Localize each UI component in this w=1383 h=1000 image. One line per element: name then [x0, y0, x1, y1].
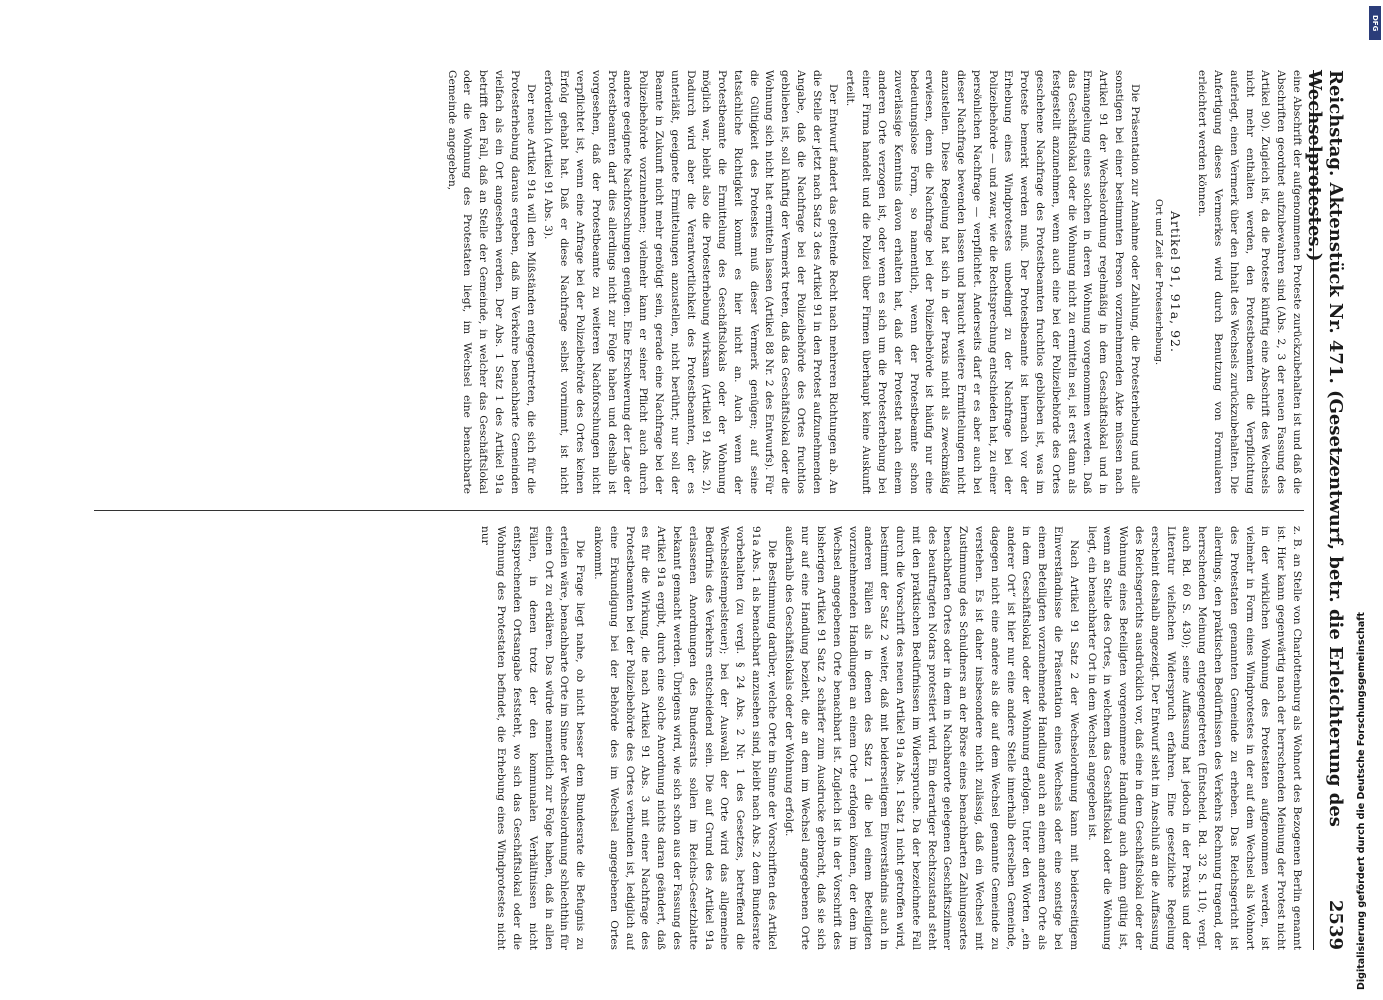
paragraph: Der Entwurf ändert das geltende Recht nach mehreren Richtungen ab. An die Stelle der jetzt nach Satz 3 des Artikel 91 in den Protest aufzunehmenden Angabe, daß die Nachfrage bei der Polizeibehörde des Ortes fruchtlos geblieben ist, soll künftig der Vermerk treten, daß das Geschäftslokal oder die Wohnung sich nicht hat ermitteln lassen (Artikel 88 Nr. 2 des Entwurfs). Für die Gültigkeit des Protestes muß dieser Vermerk genügen; auf seine tatsächliche Richtigkeit kommt es hier nicht an. Auch wenn der Protestbeamte die Ermittelung des Geschäftslokals oder der Wohnung möglich war, bleibt also die Protesterhebung wirksam (Artikel 91 Abs. 2). Dadurch wird aber die Verantwortlichkeit des Protestbeamten, der es unterläßt, geeignete Ermittelungen anzustellen, nicht berührt; nur soll der Beamte in Zukunft nicht mehr genötigt sein, gerade eine Nachfrage bei der Polizeibehörde vorzunehmen; vielmehr kann er seiner Pflicht auch durch andere geeignete Nachforschungen genügen. Eine Erschwerung der Lage der Protestbeamten darf dies allerdings nicht zur Folge haben und deshalb ist vorgesehen, daß der Protestbeamte zu weiteren Nachforschungen nicht verpflichtet ist, wenn eine Anfrage bei der Polizeibehörde des Ortes keinen Erfolg gehabt hat. Daß er diese Nachfrage selbst vornimmt, ist nicht erforderlich (Artikel 91 Abs. 3).: [542, 70, 839, 494]
paragraph: Der neue Artikel 91a will den Mißständen entgegentreten, die sich für die Protesterhebung daraus ergeben, daß im Verkehre benachbarte Gemeinden vielfach als ein Ort angesehen werden. Der Abs. 1 Satz 1 des Artikel 91a betrifft den Fall, daß an Stelle der Gemeinde, in welcher das Geschäftslokal oder die Wohnung des Protestaten liegt, im Wechsel eine benachbarte Gemeinde angegeben,: [445, 70, 537, 494]
paragraph: Die Bestimmung darüber, welche Orte im Sinne der Vorschriften des Artikel 91a Abs. 1 als benachbart anzusehen sind, bleibt nach Abs. 2 dem Bundesrate vorbehalten (zu vergl. § 24 Abs. 2 Nr. 1 des Gesetzes, betreffend die Wechselstempelsteuer); bei der Auswahl der Orte wird das allgemeine Bedürfnis des Verkehrs entscheidend sein. Die auf Grund des Artikel 91a erlassenen Anordnungen des Bundesrats sollen im Reichs-Gesetzblatte bekannt gemacht werden. Übrigens wird, wie sich schon aus der Fassung des Artikel 91a ergibt, durch eine solche Anordnung nichts daran geändert, daß es für die Wirkung, die nach Artikel 91 Abs. 3 mit einer Nachfrage des Protestbeamten bei der Polizeibehörde des Ortes verbunden ist, lediglich auf eine Erkundigung bei der Behörde des im Wechsel angegebenen Ortes ankommt.: [591, 526, 778, 950]
paragraph: Die Frage liegt nahe, ob nicht besser dem Bundesrate die Befugnis zu erteilen wäre, benachbarte Orte im Sinne der Wechselordnung schlechthin für einen Ort zu erklären. Das würde namentlich zur Folge haben, daß in allen Fällen, in denen trotz der den kommunalen Verhältnissen nicht entsprechenden Ortsangabe feststeht, wo sich das Geschäftslokal oder die Wohnung des Protestaten befindet, die Erhebung eines Windprotestes nicht nur: [479, 526, 587, 950]
column-divider: [94, 510, 1304, 511]
article-heading: Artikel 91, 91a, 92.: [1168, 210, 1184, 353]
page-header: [1304, 70, 1350, 950]
dfg-logo: DFG: [1369, 6, 1381, 40]
running-title: Reichstag. Aktenstück Nr. 471. (Gesetzentwurf, betr. die Erleichterung des Wechselprotestes.): [1304, 70, 1346, 827]
text-column-left: [84, 70, 1304, 494]
text-column-right: [84, 526, 1304, 950]
article-subheading: Ort und Zeit der Protesterhebung.: [1152, 199, 1164, 365]
document-page: [70, 70, 1350, 950]
paragraph: z. B. an Stelle von Charlottenburg als Wohnort des Bezogenen Berlin genannt ist. Hier kann gegenwärtig nach der herrschenden Meinung der Protest nicht in der wirklichen Wohnung des Protestaten aufgenommen werden, ist vielmehr in Form eines Windprotestes in der auf dem Wechsel als Wohnort des Protestaten genannten Gemeinde zu erheben. Das Reichsgericht ist allerdings, den praktischen Bedürfnissen des Verkehrs Rechnung tragend, der herrschenden Meinung entgegengetreten (Entscheid. Bd. 32 S. 110; vergl. auch Bd. 60 S. 430); seine Auffassung hat jedoch in der Praxis und der Literatur vielfachen Widerspruch erfahren. Eine gesetzliche Regelung erscheint deshalb angezeigt. Der Entwurf sieht im Anschluß an die Auffassung des Reichsgerichts ausdrücklich vor, daß eine in dem Geschäftslokal oder der Wohnung eines Beteiligten vorgenommene Handlung auch dann gültig ist, wenn an Stelle des Ortes, in welchem das Geschäftslokal oder die Wohnung liegt, ein benachbarter Ort in dem Wechsel angegeben ist.: [1085, 526, 1303, 950]
paragraph: eine Abschrift der aufgenommenen Proteste zurückzubehalten ist und daß die Abschriften geordnet aufzubewahren sind (Abs. 2, 3 der neuen Fassung des Artikel 90). Zugleich ist, da die Proteste künftig eine Abschrift des Wechsels nicht mehr enthalten werden, den Protestbeamten die Verpflichtung auferlegt, einen Vermerk über den Inhalt des Wechsels zurückzubehalten. Die Anfertigung dieses Vermerkes wird durch Benutzung von Formularen erleichtert werden können.: [1196, 70, 1303, 494]
page-number: 2539: [1325, 899, 1346, 950]
paragraph: Nach Artikel 91 Satz 2 der Wechselordnung kann mit beiderseitigem Einverständnisse die Präsentation eines Wechsels oder eine sonstige bei einem Beteiligten vorzunehmende Handlung auch an einem anderen Orte als in dem Geschäftslokal oder der Wohnung erfolgen. Unter den Worten „ein anderer Ort“ ist hier nur eine andere Stelle innerhalb derselben Gemeinde, dagegen nicht eine andere als die auf dem Wechsel genannte Gemeinde zu verstehen. Es ist daher insbesondere nicht zulässig, daß ein Wechsel mit Zustimmung des Schuldners an der Börse eines benachbarten Zahlungsortes benachbarten Ortes oder in dem in Nachbarorte gelegenen Geschäftszimmer des beauftragten Notars protestiert wird. Ein derartiger Rechtszustand steht mit den praktischen Bedürfnissen im Widerspruche. Da der bezeichnete Fall durch die Vorschrift des neuen Artikel 91a Abs. 1 Satz 1 nicht getroffen wird, bestimmt der Satz 2 weiter, daß mit beiderseitigem Einverständnis auch in anderen Fällen als in denen des Satz 1 die bei einem Beteiligten vorzunehmenden Handlungen an einem Orte erfolgen können, der dem im Wechsel angegebenen Orte benachbart ist. Zugleich ist in der Vorschrift des bisherigen Artikel 91 Satz 2 schärfer zum Ausdrucke gebracht, daß sie sich nur auf eine Handlung bezieht, die an dem im Wechsel angegebenen Orte außerhalb des Geschäftslokals oder der Wohnung erfolgt.: [783, 526, 1080, 950]
digitization-note: Digitalisierung gefördert durch die Deutsche Forschungsgemeinschaft: [1356, 612, 1367, 990]
paragraph: Die Präsentation zur Annahme oder Zahlung, die Protesterhebung und alle sonstigen bei einer bestimmten Person vorzunehmenden Akte müssen nach Artikel 91 der Wechselordnung regelmäßig in dem Geschäftslokal und in Ermangelung eines solchen in deren Wohnung vorgenommen werden. Daß das Geschäftslokal oder die Wohnung nicht zu ermitteln sei, ist erst dann als festgestellt anzunehmen, wenn auch eine bei der Polizeibehörde des Ortes geschehene Nachfrage des Protestbeamten fruchtlos geblieben ist, was im Proteste bemerkt werden muß. Der Protestbeamte ist hiernach vor der Erhebung eines Windprotestes unbedingt zu der Nachfrage bei der Polizeibehörde — und zwar, wie die Rechtsprechung entschieden hat, zu einer persönlichen Nachfrage — verpflichtet. Anderseits darf er es aber auch bei dieser Nachfrage bewenden lassen und braucht weitere Ermittelungen nicht anzustellen. Diese Regelung hat sich in der Praxis nicht als zweckmäßig erwiesen, denn die Nachfrage bei der Polizeibehörde ist häufig nur eine bedeutungslose Form, so namentlich, wenn der Protestbeamte schon zuverlässige Kenntnis davon erhalten hat, daß der Protestat nach einem anderen Orte verzogen ist, oder wenn es sich um die Protesterhebung bei einer Firma handelt und die Polizei über Firmen überhaupt keine Auskunft erteilt.: [844, 70, 1141, 494]
